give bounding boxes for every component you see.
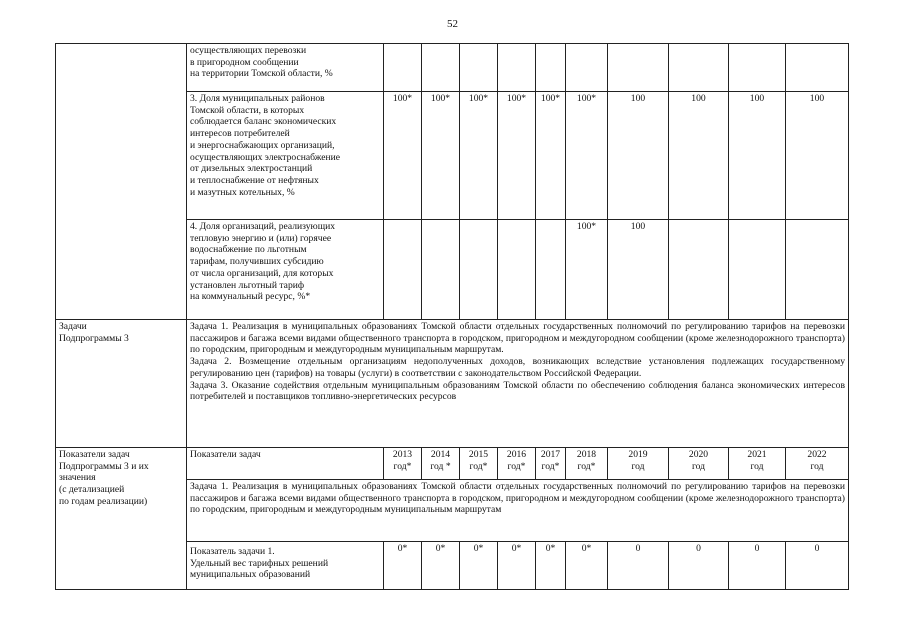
value-cell	[729, 220, 786, 320]
task-3-text: Задача 3. Оказание содействия отдельным муниципальным образованиям Томской области по обеспечению соблюдения баланса экономических интересов потребителей и поставщиков топливно-энергетических ресурсов	[190, 379, 845, 403]
task-1-text: Задача 1. Реализация в муниципальных образованиях Томской области отдельных государственных полномочий по регулированию тарифов на перевозки пассажиров и багажа всеми видами общественного транспорта в городском, пригородном и междугородном сообщении (кроме железнодорожного транспорта) по городским, пригородным и междугородным муниципальным маршрутам.	[190, 321, 845, 356]
value-cell: 100	[608, 92, 669, 220]
indicator-3-text: 3. Доля муниципальных районов Томской области, в которых соблюдается баланс экономических интересов потребителей и энергоснабжающих организаций, осуществляющих электроснабжение от дизельных электростанций и теплоснабжение от нефтяных и мазутных котельных, %	[187, 92, 384, 220]
year-header: 2015 год*	[460, 448, 498, 480]
value-cell	[460, 44, 498, 92]
value-cell	[608, 44, 669, 92]
value-cell: 0	[786, 542, 849, 590]
year-header: 2013 год*	[384, 448, 422, 480]
indicator-2-tail-text: осуществляющих перевозки в пригородном сообщении на территории Томской области, %	[187, 44, 384, 92]
value-cell	[786, 220, 849, 320]
value-cell	[536, 220, 566, 320]
value-cell	[786, 44, 849, 92]
value-cell: 100*	[566, 92, 608, 220]
indicators-header-label: Показатели задач	[187, 448, 384, 480]
value-cell: 0*	[536, 542, 566, 590]
subprogram-table	[55, 43, 849, 590]
value-cell	[422, 44, 460, 92]
value-cell: 0	[608, 542, 669, 590]
year-header: 2014 год *	[422, 448, 460, 480]
value-cell: 100	[608, 220, 669, 320]
indicator-row-2-continued	[56, 44, 849, 92]
value-cell: 100*	[384, 92, 422, 220]
value-cell	[422, 220, 460, 320]
tasks-row	[56, 320, 849, 448]
year-header: 2019 год	[608, 448, 669, 480]
value-cell: 100*	[566, 220, 608, 320]
tasks-label: Задачи Подпрограммы 3	[56, 320, 187, 448]
value-cell	[566, 44, 608, 92]
value-cell: 100*	[460, 92, 498, 220]
indicators-task-1-text: Задача 1. Реализация в муниципальных образованиях Томской области отдельных государственных полномочий по регулированию тарифов на перевозки пассажиров и багажа всеми видами общественного транспорта в городском, пригородном и междугородном сообщении (кроме железнодорожного транспорта) по городским, пригородным и междугородным муниципальным маршрутам	[187, 480, 849, 542]
value-cell	[384, 44, 422, 92]
task-1-indicator-text: Показатель задачи 1. Удельный вес тарифных решений муниципальных образований	[187, 542, 384, 590]
page-number: 52	[447, 18, 458, 30]
value-cell: 100*	[536, 92, 566, 220]
year-header: 2018 год*	[566, 448, 608, 480]
indicator-4-text: 4. Доля организаций, реализующих тепловую энергию и (или) горячее водоснабжение по льготным тарифам, получивших субсидию от числа организаций, для которых установлен льготный тариф на коммунальный ресурс, %*	[187, 220, 384, 320]
indicators-label: Показатели задач Подпрограммы 3 и их значения (с детализацией по годам реализации)	[56, 448, 187, 590]
year-header: 2017 год*	[536, 448, 566, 480]
year-header: 2021 год	[729, 448, 786, 480]
value-cell	[536, 44, 566, 92]
value-cell	[460, 220, 498, 320]
value-cell: 100*	[422, 92, 460, 220]
task-2-text: Задача 2. Возмещение отдельным организациям недополученных доходов, возникающих вследствие установления подлежащих государственному регулированию цен (тарифов) на товары (услуги) в соответствии с законодательством Российской Федерации.	[190, 356, 845, 379]
value-cell	[669, 220, 729, 320]
value-cell: 0*	[566, 542, 608, 590]
year-header: 2016 год*	[498, 448, 536, 480]
value-cell: 100	[729, 92, 786, 220]
value-cell: 0*	[384, 542, 422, 590]
value-cell: 0*	[422, 542, 460, 590]
value-cell	[498, 220, 536, 320]
value-cell: 100*	[498, 92, 536, 220]
indicators-header-row	[56, 448, 849, 480]
value-cell	[669, 44, 729, 92]
year-header: 2022 год	[786, 448, 849, 480]
value-cell: 0	[669, 542, 729, 590]
value-cell: 100	[669, 92, 729, 220]
value-cell	[729, 44, 786, 92]
value-cell: 0	[729, 542, 786, 590]
value-cell: 100	[786, 92, 849, 220]
value-cell: 0*	[460, 542, 498, 590]
blank-label-cell	[56, 44, 187, 320]
year-header: 2020 год	[669, 448, 729, 480]
tasks-content	[187, 320, 849, 448]
value-cell: 0*	[498, 542, 536, 590]
value-cell	[384, 220, 422, 320]
value-cell	[498, 44, 536, 92]
